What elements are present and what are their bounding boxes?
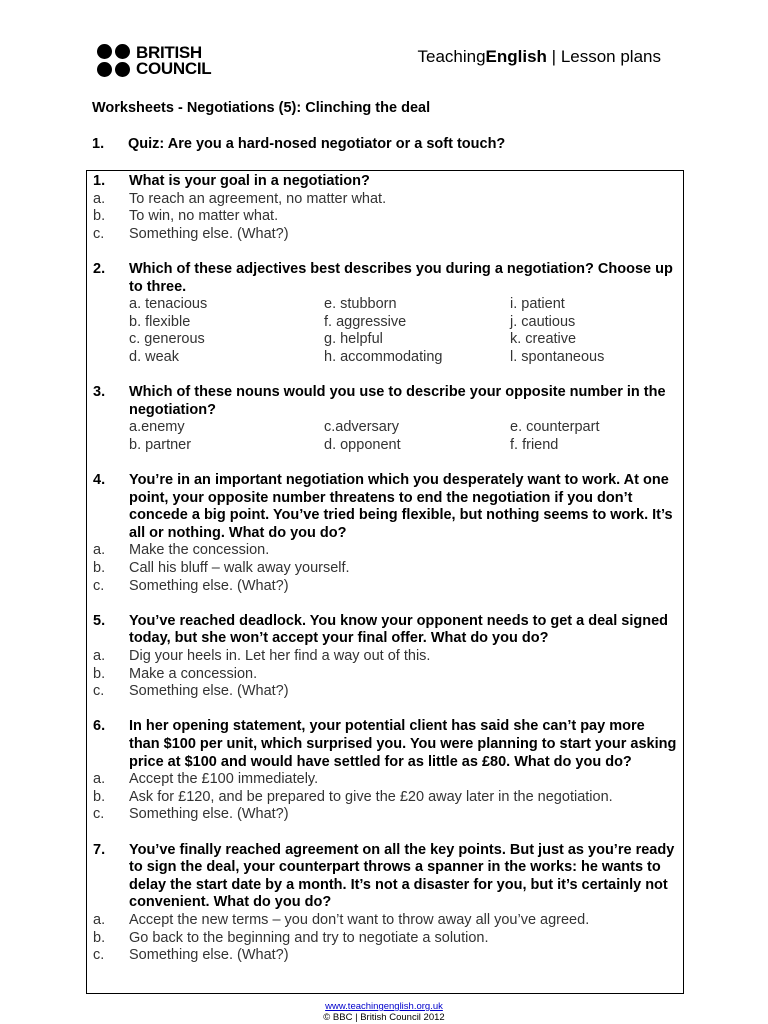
grid-item: l. spontaneous xyxy=(510,348,605,365)
grid-item: a.enemy xyxy=(129,419,185,436)
grid-item: j. cautious xyxy=(510,313,576,330)
option: b. To win, no matter what. xyxy=(93,208,279,225)
grid-item: g. helpful xyxy=(324,331,383,348)
option: c. Something else. (What?) xyxy=(93,947,289,964)
grid-item: h. accommodating xyxy=(324,348,443,365)
question xyxy=(87,613,683,701)
logo-dots-icon xyxy=(97,44,130,77)
question-number: 4. xyxy=(93,472,106,489)
question-number: 7. xyxy=(93,841,106,858)
option: c. Something else. (What?) xyxy=(93,683,289,700)
brand-suffix: | Lesson plans xyxy=(546,47,661,66)
option: c. Something else. (What?) xyxy=(93,577,289,594)
question-text: You’ve finally reached agreement on all the key points. But just as you’re ready to sign the deal, your counterpart throws a spanner in the works: he wants to delay the start date by a month. It’s not a disaster for you, but it’s certainly not convenient. What do you do? xyxy=(129,841,675,911)
question-text: Which of these nouns would you use to describe your opposite number in the negotiation? xyxy=(129,384,666,418)
brand-prefix: Teaching xyxy=(417,47,486,66)
question xyxy=(87,718,683,824)
brand-bold: English xyxy=(485,47,547,66)
noun-grid xyxy=(87,419,683,454)
question-number: 2. xyxy=(93,260,106,277)
footer-url-link[interactable]: www.teachingenglish.org.uk xyxy=(325,1001,443,1012)
section-number: 1. xyxy=(92,136,105,152)
option: a. Dig your heels in. Let her find a way out of this. xyxy=(93,648,431,665)
option: c. Something else. (What?) xyxy=(93,225,289,242)
question-number: 5. xyxy=(93,612,106,629)
grid-item: c.adversary xyxy=(324,419,399,436)
section-title-text: Quiz: Are you a hard-nosed negotiator or a soft touch? xyxy=(128,136,506,152)
logo-line-2: COUNCIL xyxy=(136,58,212,78)
question xyxy=(87,472,683,595)
question-number: 1. xyxy=(93,173,106,189)
grid-item: e. stubborn xyxy=(324,296,397,313)
question xyxy=(87,261,683,367)
question xyxy=(87,384,683,454)
option: b. Make a concession. xyxy=(93,665,258,682)
option: c. Something else. (What?) xyxy=(93,806,289,823)
option: a. To reach an agreement, no matter what. xyxy=(93,190,387,207)
grid-item: k. creative xyxy=(510,331,577,348)
question-text: In her opening statement, your potential client has said she can’t pay more than $100 per unit, which surprised you. You were planning to start your asking price at $100 and would have settled for as little as £80. What do you do? xyxy=(129,718,677,770)
logo-line-1: BRITISH xyxy=(136,42,202,62)
page-title: Worksheets - Negotiations (5): Clinching the deal xyxy=(92,100,431,116)
grid-item: f. aggressive xyxy=(324,313,407,330)
option: a. Accept the new terms – you don’t want to throw away all you’ve agreed. xyxy=(93,911,590,928)
grid-item: b. flexible xyxy=(129,313,191,330)
british-council-logo xyxy=(97,44,211,77)
question-number: 6. xyxy=(93,718,106,735)
option: b. Call his bluff – walk away yourself. xyxy=(93,560,350,577)
grid-item: i. patient xyxy=(510,296,565,313)
question-text: You’re in an important negotiation which you desperately want to work. At one point, your opposite number threatens to end the negotiation if you don’t concede a big point. You’ve tried being flexible, but nothing seems to work. It’s all or nothing. What do you do? xyxy=(129,472,673,541)
grid-item: b. partner xyxy=(129,436,192,453)
grid-item: d. opponent xyxy=(324,436,401,453)
grid-item: a. tenacious xyxy=(129,296,208,313)
grid-item: c. generous xyxy=(129,331,205,348)
question-text: Which of these adjectives best describes you during a negotiation? Choose up to three. xyxy=(129,260,673,295)
question-number: 3. xyxy=(93,384,106,401)
option: b. Ask for £120, and be prepared to give the £20 away later in the negotiation. xyxy=(93,788,613,805)
question-text: You’ve reached deadlock. You know your opponent needs to get a deal signed today, but she won’t accept your final offer. What do you do? xyxy=(129,612,669,647)
option: a. Make the concession. xyxy=(93,542,270,559)
grid-item: f. friend xyxy=(510,436,559,453)
option: b. Go back to the beginning and try to negotiate a solution. xyxy=(93,929,489,946)
option: a. Accept the £100 immediately. xyxy=(93,771,319,788)
grid-item: d. weak xyxy=(129,348,179,365)
footer-copyright: © BBC | British Council 2012 xyxy=(323,1012,445,1023)
question xyxy=(87,842,683,965)
grid-item: e. counterpart xyxy=(510,419,600,436)
question-text: What is your goal in a negotiation? xyxy=(129,173,370,189)
brand-header xyxy=(417,47,661,67)
section-title xyxy=(92,136,505,152)
quiz-box xyxy=(86,170,684,994)
question xyxy=(87,173,683,243)
adjective-grid xyxy=(87,296,683,366)
